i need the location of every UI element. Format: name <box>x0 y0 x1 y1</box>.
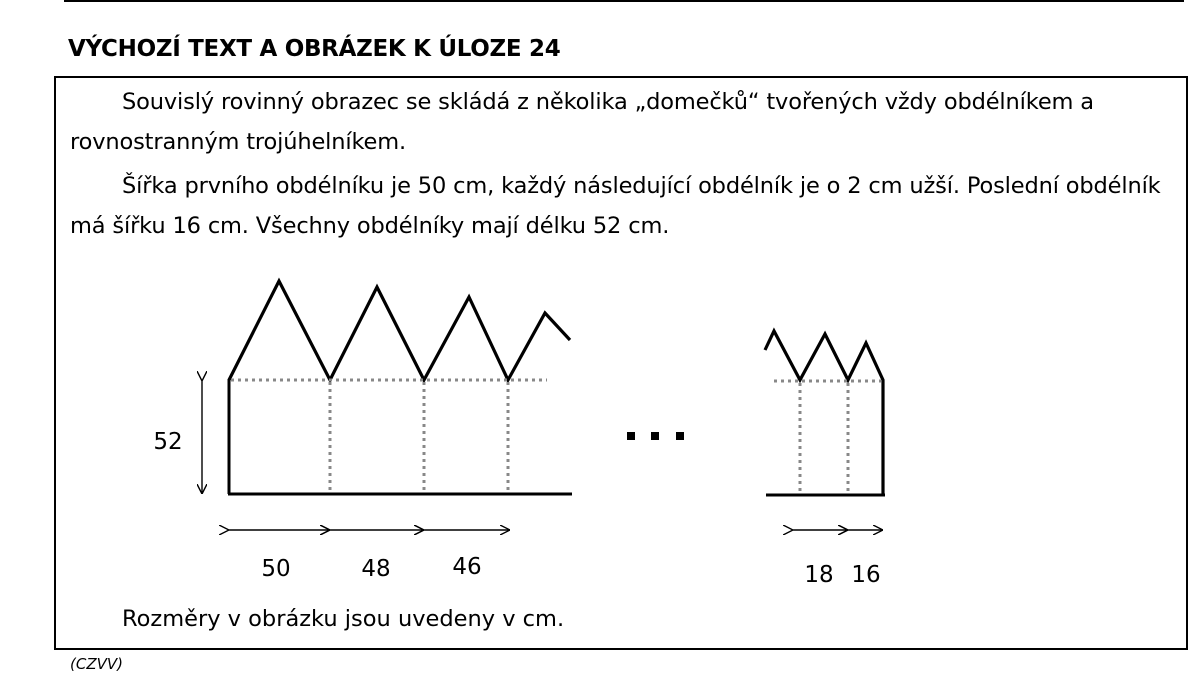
width-label-46: 46 <box>452 554 482 580</box>
paragraph-intro: Souvislý rovinný obrazec se skládá z několika „domečků“ tvořených vždy obdélníkem a rovnostranným trojúhelníkem. <box>70 89 1094 155</box>
dimensions-note: Rozměry v obrázku jsou uvedeny v cm. <box>122 606 565 632</box>
roof-outline-right <box>765 331 883 496</box>
source-label: (CZVV) <box>70 655 123 673</box>
right-houses <box>765 331 885 496</box>
height-dimension <box>153 381 202 494</box>
width-label-48: 48 <box>361 556 391 582</box>
left-houses <box>228 281 572 494</box>
paragraph-dimensions: Šířka prvního obdélníku je 50 cm, každý následující obdélník je o 2 cm užší. Poslední obdélník má šířku 16 cm. Všechny obdélníky mají délku 52 cm. <box>70 173 1161 239</box>
width-label-16: 16 <box>851 562 881 588</box>
roof-outline-left <box>229 281 570 380</box>
width-label-50: 50 <box>261 556 291 582</box>
ellipsis-dots <box>627 432 684 440</box>
dotted-dividers-left <box>231 380 547 492</box>
dotted-dividers-right <box>774 381 881 493</box>
height-label: 52 <box>153 429 183 455</box>
width-label-18: 18 <box>804 562 834 588</box>
task-heading: VÝCHOZÍ TEXT A OBRÁZEK K ÚLOZE 24 <box>68 36 561 62</box>
